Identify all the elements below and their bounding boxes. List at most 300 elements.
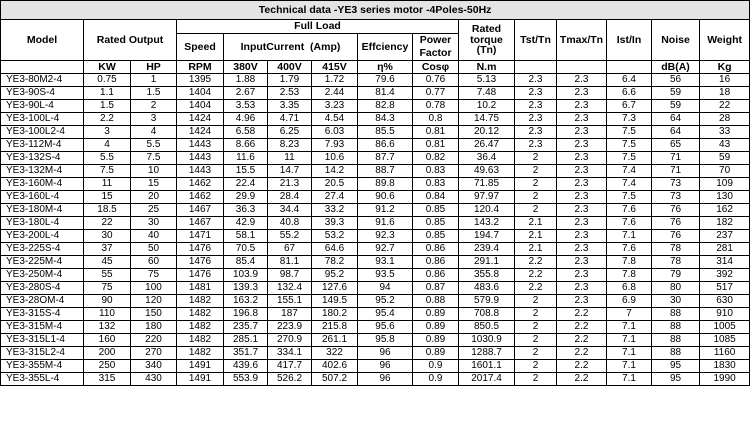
- cell-current-415v: 507.2: [312, 373, 358, 386]
- cell-model: YE3-315M-4: [1, 321, 84, 334]
- cell-model: YE3-315S-4: [1, 308, 84, 321]
- cell-noise: 88: [652, 321, 700, 334]
- cell-speed: 1443: [177, 152, 224, 165]
- cell-power-factor: 0.86: [413, 269, 459, 282]
- cell-current-415v: 6.03: [312, 126, 358, 139]
- unit-cell: HP: [131, 61, 177, 74]
- cell-model: YE3-355M-4: [1, 360, 84, 373]
- cell-model: YE3-250M-4: [1, 269, 84, 282]
- table-row: [1, 100, 750, 113]
- cell-weight: 33: [700, 126, 750, 139]
- cell-efficiency: 96: [358, 360, 413, 373]
- cell-noise: 95: [652, 373, 700, 386]
- cell-model: YE3-80M2-4: [1, 74, 84, 87]
- cell-efficiency: 85.5: [358, 126, 413, 139]
- table-row: [1, 347, 750, 360]
- cell-noise: 78: [652, 256, 700, 269]
- cell-rated-torque: 143.2: [459, 217, 515, 230]
- cell-current-380v: 285.1: [224, 334, 268, 347]
- cell-rated-torque: 239.4: [459, 243, 515, 256]
- cell-ist-in: 7: [607, 308, 652, 321]
- cell-speed: 1482: [177, 295, 224, 308]
- cell-weight: 22: [700, 100, 750, 113]
- cell-speed: 1471: [177, 230, 224, 243]
- cell-rated-torque: 708.8: [459, 308, 515, 321]
- cell-noise: 71: [652, 152, 700, 165]
- cell-model: YE3-28OM-4: [1, 295, 84, 308]
- unit-cell: KW: [84, 61, 131, 74]
- cell-power-factor: 0.9: [413, 373, 459, 386]
- cell-current-400v: 6.25: [268, 126, 312, 139]
- cell-noise: 88: [652, 308, 700, 321]
- cell-kw: 315: [84, 373, 131, 386]
- table-row: [1, 295, 750, 308]
- table-row: [1, 126, 750, 139]
- header-speed: Speed: [177, 34, 224, 61]
- cell-current-380v: 196.8: [224, 308, 268, 321]
- cell-kw: 200: [84, 347, 131, 360]
- cell-rated-torque: 579.9: [459, 295, 515, 308]
- cell-ist-in: 7.5: [607, 191, 652, 204]
- cell-model: YE3-90L-4: [1, 100, 84, 113]
- cell-current-415v: 14.2: [312, 165, 358, 178]
- table-row: [1, 256, 750, 269]
- cell-tmax-tn: 2.3: [557, 100, 607, 113]
- cell-current-415v: 3.23: [312, 100, 358, 113]
- cell-power-factor: 0.83: [413, 178, 459, 191]
- table-row: [1, 204, 750, 217]
- table-row: [1, 334, 750, 347]
- cell-model: YE3-160M-4: [1, 178, 84, 191]
- cell-tmax-tn: 2.3: [557, 230, 607, 243]
- cell-tmax-tn: 2.3: [557, 243, 607, 256]
- cell-current-380v: 8.66: [224, 139, 268, 152]
- cell-current-415v: 20.5: [312, 178, 358, 191]
- cell-efficiency: 91.6: [358, 217, 413, 230]
- cell-ist-in: 6.8: [607, 282, 652, 295]
- cell-tmax-tn: 2.3: [557, 126, 607, 139]
- cell-current-415v: 127.6: [312, 282, 358, 295]
- cell-current-380v: 29.9: [224, 191, 268, 204]
- cell-tmax-tn: 2.3: [557, 152, 607, 165]
- cell-current-415v: 64.6: [312, 243, 358, 256]
- cell-current-380v: 1.88: [224, 74, 268, 87]
- cell-hp: 100: [131, 282, 177, 295]
- cell-rated-torque: 2017.4: [459, 373, 515, 386]
- cell-current-415v: 4.54: [312, 113, 358, 126]
- cell-noise: 59: [652, 100, 700, 113]
- cell-noise: 65: [652, 139, 700, 152]
- cell-noise: 76: [652, 217, 700, 230]
- cell-power-factor: 0.89: [413, 347, 459, 360]
- header-power-factor-line2: Factor: [419, 47, 452, 59]
- cell-current-415v: 78.2: [312, 256, 358, 269]
- cell-kw: 15: [84, 191, 131, 204]
- cell-tmax-tn: 2.3: [557, 165, 607, 178]
- cell-power-factor: 0.86: [413, 243, 459, 256]
- cell-hp: 150: [131, 308, 177, 321]
- cell-speed: 1462: [177, 191, 224, 204]
- cell-kw: 2.2: [84, 113, 131, 126]
- header-model: Model: [1, 20, 84, 61]
- cell-noise: 73: [652, 191, 700, 204]
- cell-efficiency: 79.6: [358, 74, 413, 87]
- cell-kw: 1.5: [84, 100, 131, 113]
- cell-kw: 22: [84, 217, 131, 230]
- cell-weight: 130: [700, 191, 750, 204]
- header-power-factor-line1: Power: [419, 34, 452, 46]
- cell-current-380v: 163.2: [224, 295, 268, 308]
- cell-weight: 18: [700, 87, 750, 100]
- cell-current-400v: 334.1: [268, 347, 312, 360]
- table-row: [1, 217, 750, 230]
- cell-ist-in: 6.4: [607, 74, 652, 87]
- cell-rated-torque: 1601.1: [459, 360, 515, 373]
- cell-noise: 95: [652, 360, 700, 373]
- cell-tst-tn: 2: [515, 152, 557, 165]
- cell-weight: 1005: [700, 321, 750, 334]
- units-row: [1, 61, 750, 74]
- cell-weight: 237: [700, 230, 750, 243]
- cell-weight: 630: [700, 295, 750, 308]
- cell-power-factor: 0.9: [413, 360, 459, 373]
- cell-current-400v: 34.4: [268, 204, 312, 217]
- cell-hp: 270: [131, 347, 177, 360]
- cell-power-factor: 0.82: [413, 152, 459, 165]
- table-row: [1, 269, 750, 282]
- cell-speed: 1424: [177, 113, 224, 126]
- cell-kw: 55: [84, 269, 131, 282]
- header-rated-torque-line1: Rated: [471, 23, 502, 36]
- cell-weight: 162: [700, 204, 750, 217]
- cell-kw: 30: [84, 230, 131, 243]
- cell-efficiency: 95.8: [358, 334, 413, 347]
- cell-efficiency: 95.6: [358, 321, 413, 334]
- cell-power-factor: 0.85: [413, 230, 459, 243]
- cell-tst-tn: 2: [515, 178, 557, 191]
- cell-weight: 1160: [700, 347, 750, 360]
- cell-ist-in: 7.8: [607, 256, 652, 269]
- cell-kw: 45: [84, 256, 131, 269]
- cell-current-380v: 103.9: [224, 269, 268, 282]
- cell-kw: 5.5: [84, 152, 131, 165]
- cell-ist-in: 7.1: [607, 373, 652, 386]
- cell-model: YE3-132S-4: [1, 152, 84, 165]
- cell-speed: 1443: [177, 165, 224, 178]
- cell-tst-tn: 2.2: [515, 282, 557, 295]
- cell-ist-in: 7.3: [607, 113, 652, 126]
- cell-power-factor: 0.81: [413, 139, 459, 152]
- cell-tmax-tn: 2.2: [557, 334, 607, 347]
- table-row: [1, 139, 750, 152]
- cell-efficiency: 81.4: [358, 87, 413, 100]
- cell-rated-torque: 291.1: [459, 256, 515, 269]
- cell-current-400v: 55.2: [268, 230, 312, 243]
- header-rated-output: Rated Output: [84, 20, 177, 61]
- header-noise: Noise: [652, 20, 700, 61]
- cell-current-400v: 132.4: [268, 282, 312, 295]
- cell-ist-in: 7.6: [607, 217, 652, 230]
- cell-speed: 1476: [177, 243, 224, 256]
- cell-current-415v: 149.5: [312, 295, 358, 308]
- cell-weight: 910: [700, 308, 750, 321]
- cell-current-380v: 58.1: [224, 230, 268, 243]
- cell-hp: 7.5: [131, 152, 177, 165]
- cell-rated-torque: 1288.7: [459, 347, 515, 360]
- cell-rated-torque: 20.12: [459, 126, 515, 139]
- cell-rated-torque: 14.75: [459, 113, 515, 126]
- cell-tst-tn: 2: [515, 308, 557, 321]
- cell-kw: 132: [84, 321, 131, 334]
- cell-ist-in: 6.7: [607, 100, 652, 113]
- cell-hp: 10: [131, 165, 177, 178]
- header-input-current: InputCurrent (Amp): [224, 34, 358, 61]
- cell-ist-in: 7.5: [607, 152, 652, 165]
- table-row: [1, 321, 750, 334]
- cell-tst-tn: 2: [515, 373, 557, 386]
- cell-ist-in: 7.1: [607, 321, 652, 334]
- unit-cell: [607, 61, 652, 74]
- cell-kw: 0.75: [84, 74, 131, 87]
- cell-tst-tn: 2.1: [515, 230, 557, 243]
- cell-tst-tn: 2: [515, 334, 557, 347]
- cell-noise: 88: [652, 334, 700, 347]
- cell-current-400v: 2.53: [268, 87, 312, 100]
- cell-current-400v: 417.7: [268, 360, 312, 373]
- cell-efficiency: 93.1: [358, 256, 413, 269]
- cell-efficiency: 96: [358, 373, 413, 386]
- unit-cell: Cosφ: [413, 61, 459, 74]
- cell-weight: 43: [700, 139, 750, 152]
- cell-efficiency: 92.7: [358, 243, 413, 256]
- cell-hp: 2: [131, 100, 177, 113]
- cell-hp: 4: [131, 126, 177, 139]
- unit-cell: [557, 61, 607, 74]
- cell-current-400v: 4.71: [268, 113, 312, 126]
- header-rated-torque-line2: torque: [470, 33, 503, 46]
- cell-ist-in: 6.6: [607, 87, 652, 100]
- cell-speed: 1467: [177, 204, 224, 217]
- cell-weight: 182: [700, 217, 750, 230]
- cell-current-380v: 85.4: [224, 256, 268, 269]
- cell-efficiency: 90.6: [358, 191, 413, 204]
- unit-cell: [515, 61, 557, 74]
- table-row: [1, 113, 750, 126]
- cell-current-380v: 553.9: [224, 373, 268, 386]
- cell-current-415v: 33.2: [312, 204, 358, 217]
- cell-tmax-tn: 2.3: [557, 87, 607, 100]
- table-row: [1, 165, 750, 178]
- cell-current-380v: 439.6: [224, 360, 268, 373]
- table-row: [1, 191, 750, 204]
- cell-hp: 120: [131, 295, 177, 308]
- cell-tst-tn: 2.3: [515, 100, 557, 113]
- cell-current-415v: 2.44: [312, 87, 358, 100]
- cell-current-380v: 3.53: [224, 100, 268, 113]
- cell-ist-in: 7.6: [607, 243, 652, 256]
- cell-efficiency: 93.5: [358, 269, 413, 282]
- cell-speed: 1462: [177, 178, 224, 191]
- cell-tmax-tn: 2.3: [557, 256, 607, 269]
- table-row: [1, 282, 750, 295]
- cell-model: YE3-132M-4: [1, 165, 84, 178]
- cell-rated-torque: 355.8: [459, 269, 515, 282]
- cell-noise: 73: [652, 178, 700, 191]
- header-power-factor: [413, 34, 459, 61]
- cell-kw: 160: [84, 334, 131, 347]
- cell-weight: 392: [700, 269, 750, 282]
- cell-power-factor: 0.84: [413, 191, 459, 204]
- cell-current-400v: 11: [268, 152, 312, 165]
- cell-rated-torque: 71.85: [459, 178, 515, 191]
- cell-power-factor: 0.81: [413, 126, 459, 139]
- header-rated-torque-line3: (Tn): [476, 44, 497, 57]
- cell-speed: 1404: [177, 100, 224, 113]
- cell-weight: 59: [700, 152, 750, 165]
- cell-rated-torque: 49.63: [459, 165, 515, 178]
- unit-cell: N.m: [459, 61, 515, 74]
- cell-current-415v: 322: [312, 347, 358, 360]
- cell-rated-torque: 97.97: [459, 191, 515, 204]
- cell-kw: 11: [84, 178, 131, 191]
- cell-current-400v: 21.3: [268, 178, 312, 191]
- table-row: [1, 74, 750, 87]
- cell-tmax-tn: 2.3: [557, 139, 607, 152]
- header-tst-tn: Tst/Tn: [515, 20, 557, 61]
- cell-rated-torque: 120.4: [459, 204, 515, 217]
- cell-tst-tn: 2.2: [515, 269, 557, 282]
- cell-tmax-tn: 2.2: [557, 360, 607, 373]
- cell-current-415v: 27.4: [312, 191, 358, 204]
- cell-hp: 1.5: [131, 87, 177, 100]
- cell-current-415v: 10.6: [312, 152, 358, 165]
- cell-efficiency: 87.7: [358, 152, 413, 165]
- cell-ist-in: 7.4: [607, 178, 652, 191]
- cell-current-415v: 215.8: [312, 321, 358, 334]
- unit-cell: dB(A): [652, 61, 700, 74]
- cell-rated-torque: 5.13: [459, 74, 515, 87]
- cell-kw: 4: [84, 139, 131, 152]
- cell-current-400v: 81.1: [268, 256, 312, 269]
- cell-rated-torque: 483.6: [459, 282, 515, 295]
- cell-noise: 71: [652, 165, 700, 178]
- cell-weight: 28: [700, 113, 750, 126]
- cell-rated-torque: 1030.9: [459, 334, 515, 347]
- table-row: [1, 152, 750, 165]
- cell-current-415v: 95.2: [312, 269, 358, 282]
- cell-current-415v: 53.2: [312, 230, 358, 243]
- cell-current-400v: 187: [268, 308, 312, 321]
- cell-tst-tn: 2: [515, 347, 557, 360]
- cell-model: YE3-180M-4: [1, 204, 84, 217]
- cell-model: YE3-315L1-4: [1, 334, 84, 347]
- cell-power-factor: 0.89: [413, 308, 459, 321]
- cell-hp: 3: [131, 113, 177, 126]
- cell-power-factor: 0.83: [413, 165, 459, 178]
- header-rated-torque: [459, 20, 515, 61]
- cell-kw: 90: [84, 295, 131, 308]
- cell-tmax-tn: 2.3: [557, 74, 607, 87]
- cell-speed: 1476: [177, 269, 224, 282]
- cell-rated-torque: 850.5: [459, 321, 515, 334]
- cell-tmax-tn: 2.3: [557, 204, 607, 217]
- cell-noise: 64: [652, 126, 700, 139]
- cell-tmax-tn: 2.3: [557, 269, 607, 282]
- cell-tst-tn: 2: [515, 165, 557, 178]
- cell-kw: 18.5: [84, 204, 131, 217]
- cell-current-415v: 402.6: [312, 360, 358, 373]
- cell-hp: 15: [131, 178, 177, 191]
- cell-current-400v: 8.23: [268, 139, 312, 152]
- cell-hp: 1: [131, 74, 177, 87]
- cell-current-415v: 261.1: [312, 334, 358, 347]
- cell-model: YE3-200L-4: [1, 230, 84, 243]
- cell-ist-in: 7.1: [607, 334, 652, 347]
- cell-power-factor: 0.88: [413, 295, 459, 308]
- cell-weight: 1085: [700, 334, 750, 347]
- cell-current-380v: 351.7: [224, 347, 268, 360]
- cell-hp: 340: [131, 360, 177, 373]
- cell-hp: 180: [131, 321, 177, 334]
- cell-ist-in: 7.8: [607, 269, 652, 282]
- cell-model: YE3-100L-4: [1, 113, 84, 126]
- cell-hp: 5.5: [131, 139, 177, 152]
- cell-tmax-tn: 2.3: [557, 217, 607, 230]
- cell-ist-in: 7.1: [607, 347, 652, 360]
- cell-efficiency: 96: [358, 347, 413, 360]
- cell-hp: 20: [131, 191, 177, 204]
- cell-model: YE3-112M-4: [1, 139, 84, 152]
- cell-hp: 60: [131, 256, 177, 269]
- cell-tst-tn: 2: [515, 321, 557, 334]
- cell-weight: 517: [700, 282, 750, 295]
- cell-tst-tn: 2.1: [515, 217, 557, 230]
- cell-current-380v: 6.58: [224, 126, 268, 139]
- cell-weight: 109: [700, 178, 750, 191]
- cell-noise: 88: [652, 347, 700, 360]
- cell-weight: 1830: [700, 360, 750, 373]
- cell-power-factor: 0.77: [413, 87, 459, 100]
- cell-weight: 16: [700, 74, 750, 87]
- cell-current-400v: 98.7: [268, 269, 312, 282]
- unit-cell: 415V: [312, 61, 358, 74]
- cell-power-factor: 0.8: [413, 113, 459, 126]
- cell-hp: 25: [131, 204, 177, 217]
- table-row: [1, 308, 750, 321]
- cell-efficiency: 88.7: [358, 165, 413, 178]
- cell-current-400v: 67: [268, 243, 312, 256]
- cell-tst-tn: 2.2: [515, 256, 557, 269]
- cell-speed: 1491: [177, 373, 224, 386]
- cell-tmax-tn: 2.3: [557, 282, 607, 295]
- cell-tmax-tn: 2.2: [557, 321, 607, 334]
- cell-kw: 1.1: [84, 87, 131, 100]
- cell-speed: 1482: [177, 321, 224, 334]
- cell-tmax-tn: 2.2: [557, 308, 607, 321]
- cell-tst-tn: 2.3: [515, 74, 557, 87]
- cell-kw: 3: [84, 126, 131, 139]
- cell-noise: 59: [652, 87, 700, 100]
- cell-tst-tn: 2.3: [515, 139, 557, 152]
- table-row: [1, 243, 750, 256]
- cell-tst-tn: 2.3: [515, 113, 557, 126]
- cell-current-380v: 22.4: [224, 178, 268, 191]
- cell-model: YE3-225M-4: [1, 256, 84, 269]
- cell-noise: 80: [652, 282, 700, 295]
- cell-ist-in: 7.1: [607, 230, 652, 243]
- cell-current-380v: 139.3: [224, 282, 268, 295]
- cell-rated-torque: 36.4: [459, 152, 515, 165]
